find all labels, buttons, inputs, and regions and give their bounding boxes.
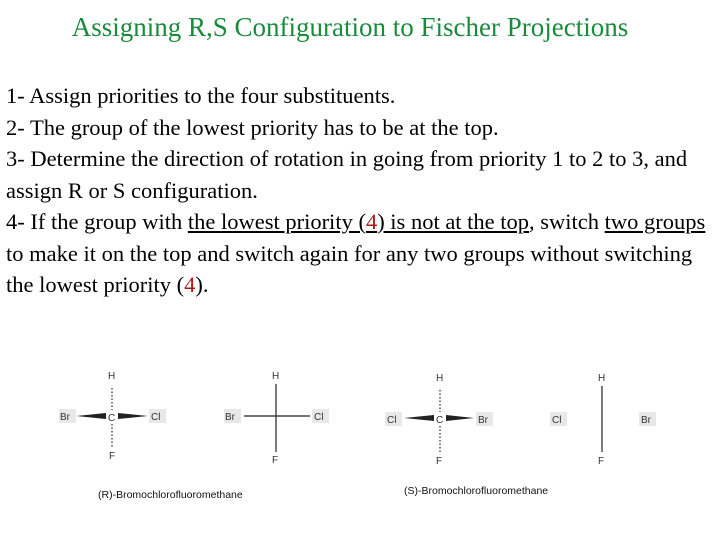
fischer-diagrams [0, 360, 720, 510]
wedge-bond [76, 413, 106, 419]
atom-bottom: F [598, 456, 605, 467]
step-3: 3- Determine the direction of rotation in going from priority 1 to 2 to 3, and assign R or S configuration. [6, 146, 688, 203]
steps-list [6, 80, 714, 301]
atom-top: H [436, 373, 444, 384]
atom-right: Cl [314, 412, 324, 423]
wedge-bond [118, 413, 148, 419]
page-title: Assigning R,S Configuration to Fischer Projections [71, 12, 629, 42]
caption-s: (S)-Bromochlorofluoromethane [404, 485, 549, 497]
s-wedge-structure [385, 373, 493, 467]
atom-right: Br [478, 415, 488, 426]
atom-center: C [108, 413, 116, 424]
atom-top: H [272, 371, 280, 382]
step-4 [6, 206, 714, 301]
s-fischer-projection [550, 373, 656, 467]
atom-bottom: F [272, 455, 279, 466]
atom-left: Cl [552, 415, 562, 426]
atom-center: C [436, 415, 444, 426]
wedge-bond [404, 415, 434, 421]
atom-bottom: F [436, 456, 443, 467]
two-groups-phrase: two groups [604, 209, 706, 234]
atom-left: Br [60, 412, 70, 423]
step-4-part: ) is not at the top [377, 209, 530, 234]
atom-right: Cl [151, 412, 161, 423]
step-4-part: , switch [529, 209, 605, 234]
caption-r: (R)-Bromochlorofluoromethane [98, 489, 243, 501]
step-4-part: ). [195, 272, 209, 297]
step-2: 2- The group of the lowest priority has to be at the top. [6, 114, 499, 140]
wedge-bond [446, 415, 474, 421]
step-4-part: 4- If the group with [6, 209, 188, 234]
atom-bottom: F [109, 451, 116, 462]
atom-left: Cl [387, 415, 397, 426]
step-1: 1- Assign priorities to the four substituents. [6, 83, 396, 108]
priority-number: 4 [365, 209, 378, 234]
priority-number: 4 [184, 272, 196, 297]
step-4-part: to make it on the top and switch again for any two groups without switching the lowest priority ( [6, 240, 693, 297]
atom-top: H [108, 371, 116, 382]
atom-left: Br [225, 412, 235, 423]
r-wedge-structure [59, 371, 166, 462]
lowest-priority-phrase [188, 209, 529, 234]
step-4-part: the lowest priority ( [187, 209, 366, 234]
atom-right: Br [641, 415, 651, 426]
r-fischer-projection [224, 371, 329, 466]
atom-top: H [598, 373, 606, 384]
